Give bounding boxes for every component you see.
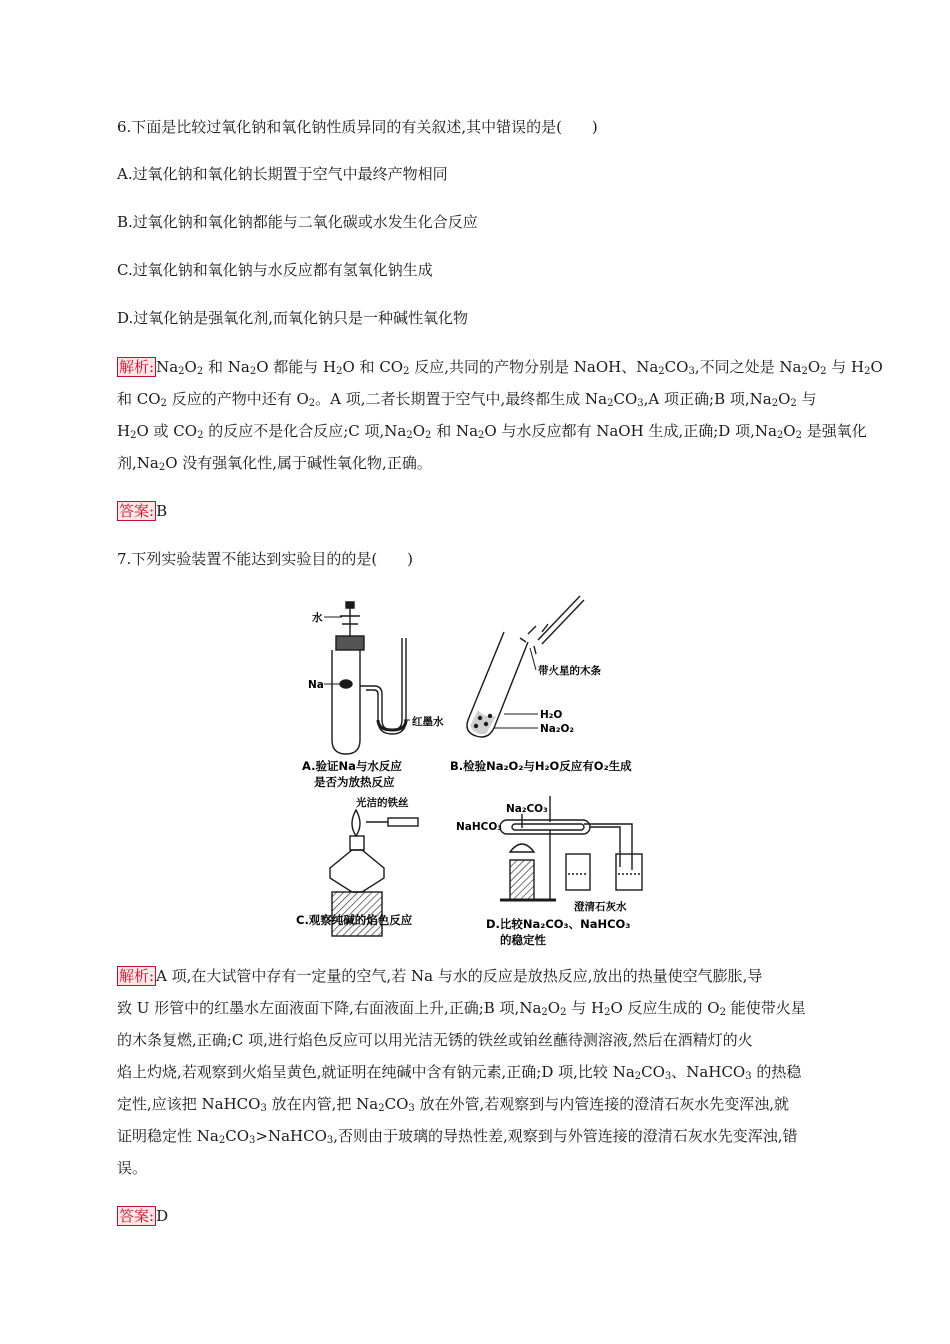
- caption-d-line-2: 的稳定性: [500, 933, 546, 947]
- q6-option-b: B.过氧化钠和氧化钠都能与二氧化碳或水发生化合反应: [117, 213, 478, 231]
- q7-analysis-line-2: 致 U 形管中的红墨水左面液面下降,右面液面上升,正确;B 项$,Na_2O_2$ 与 $H_2O$ 反应生成的 $O_2$ 能使带火星: [117, 999, 806, 1018]
- label-glowing-splint: 带火星的木条: [538, 665, 601, 677]
- q7-analysis-line-7: 误。: [117, 1159, 148, 1177]
- q6-analysis-line-3: $H_2O$ 或 $CO_2$ 的反应不是化合反应;C 项$,Na_2O_2$ 和 $Na_2O$ 与水反应都有 NaOH 生成,正确;D 项$,Na_2O_2$ 是强氧化: [117, 422, 867, 441]
- q6-answer-tag: 答案:: [119, 502, 155, 520]
- q7-stem: 7.下列实验装置不能达到实验目的的是( ): [117, 550, 414, 568]
- caption-a-line-2: 是否为放热反应: [314, 775, 395, 789]
- q7-analysis-line-3: 的木条复燃,正确;C 项,进行焰色反应可以用光洁无锈的铁丝或铂丝蘸待测溶液,然后在酒精灯的火: [117, 1031, 753, 1049]
- label-water: 水: [312, 612, 323, 624]
- q6-analysis-line-1: 解析: $Na_2O_2$ 和 $Na_2O$ 都能与 $H_2O$ 和 $CO_2$ 反应,共同的产物分别是 NaOH、$Na_2CO_3$,不同之处是 $Na_2O_2$ 与 $H_2O$: [119, 358, 883, 377]
- label-clean-wire: 光洁的铁丝: [356, 797, 409, 809]
- q6-analysis-tag: 解析:: [119, 358, 155, 376]
- q6-option-a: A.过氧化钠和氧化钠长期置于空气中最终产物相同: [117, 165, 448, 183]
- label-b-na2o2: Na₂O₂: [540, 723, 574, 735]
- q6-analysis-line-4: 剂$,Na_2O$ 没有强氧化性,属于碱性氧化物,正确。: [117, 454, 432, 473]
- q6-option-d: D.过氧化钠是强氧化剂,而氧化钠只是一种碱性氧化物: [117, 309, 469, 327]
- q6-analysis-line-2: 和 $CO_2$ 反应的产物中还有 $O_2$。A 项,二者长期置于空气中,最终都生成 $Na_2CO_3,A$ 项正确;B 项$,Na_2O_2$ 与: [117, 390, 817, 409]
- q6-stem: 6.下面是比较过氧化钠和氧化钠性质异同的有关叙述,其中错误的是( ): [117, 118, 598, 136]
- q7-answer: [117, 1206, 168, 1226]
- label-b-water: H₂O: [540, 709, 563, 721]
- q7-answer-value: D: [156, 1207, 169, 1225]
- q7-analysis-line-5: 定性,应该把 NaHCO$_3$ 放在内管,把 $Na_2CO_3$ 放在外管,若观察到与内管连接的澄清石灰水先变浑浊,就: [117, 1095, 790, 1114]
- label-na: Na: [308, 679, 324, 691]
- apparatus-a: [332, 602, 406, 754]
- label-limewater: 澄清石灰水: [574, 901, 627, 913]
- q6-answer: [117, 501, 167, 521]
- q7-analysis-line-1: 解析: A 项,在大试管中存有一定量的空气,若 Na 与水的反应是放热反应,放出的热量使空气膨胀,导: [119, 967, 763, 985]
- q7-analysis-line-6: 证明稳定性 $Na_2CO_3>NaHCO_3$,否则由于玻璃的导热性差,观察到与外管连接的澄清石灰水先变浑浊,错: [117, 1127, 798, 1146]
- q7-experiment-figure: [290, 592, 670, 952]
- label-red-ink: 红墨水: [412, 716, 444, 728]
- q7-analysis-line-4: 焰上灼烧,若观察到火焰呈黄色,就证明在纯碱中含有钠元素,正确;D 项,比较 $Na_2CO_3$、NaHCO$_3$ 的热稳: [117, 1063, 802, 1082]
- caption-b: B.检验Na₂O₂与H₂O反应有O₂生成: [450, 759, 632, 773]
- caption-d-line-1: D.比较Na₂CO₃、NaHCO₃: [486, 917, 631, 931]
- caption-a-line-1: A.验证Na与水反应: [302, 759, 402, 773]
- q7-answer-tag: 答案:: [119, 1207, 155, 1225]
- label-d-na2co3: Na₂CO₃: [506, 803, 548, 815]
- caption-c: C.观察纯碱的焰色反应: [296, 913, 413, 927]
- q6-answer-value: B: [156, 502, 168, 520]
- q7-analysis-tag: 解析:: [119, 967, 155, 985]
- q6-option-c: C.过氧化钠和氧化钠与水反应都有氢氧化钠生成: [117, 261, 433, 279]
- label-d-nahco3: NaHCO₃: [456, 821, 502, 833]
